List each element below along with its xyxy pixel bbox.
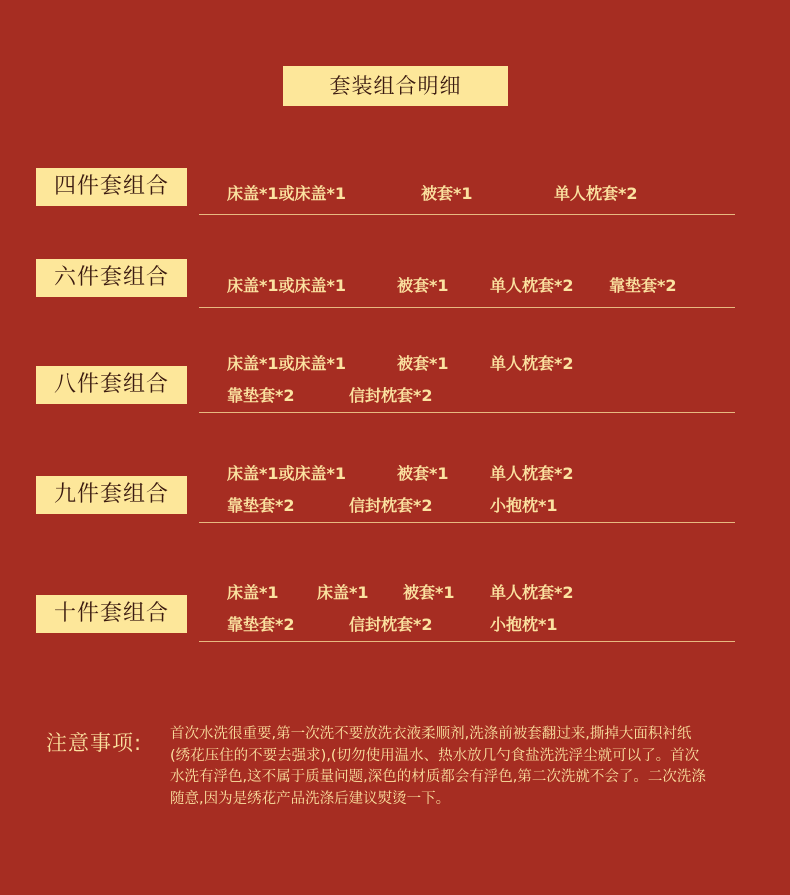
divider	[199, 641, 735, 642]
group-item: 床盖*1	[317, 583, 369, 602]
group-item: 靠垫套*2	[227, 615, 295, 634]
group-label-ten-piece: 十件套组合	[36, 595, 187, 633]
group-label-four-piece: 四件套组合	[36, 168, 187, 206]
group-item: 被套*1	[397, 354, 449, 373]
group-item: 被套*1	[421, 184, 473, 203]
group-item: 信封枕套*2	[349, 615, 433, 634]
notes-label: 注意事项:	[46, 731, 143, 755]
section-title: 套装组合明细	[283, 66, 508, 106]
group-item: 单人枕套*2	[554, 184, 638, 203]
group-label-nine-piece: 九件套组合	[36, 476, 187, 514]
group-item: 床盖*1或床盖*1	[227, 184, 347, 203]
divider	[199, 307, 735, 308]
divider	[199, 214, 735, 215]
group-item: 被套*1	[397, 464, 449, 483]
group-item: 单人枕套*2	[490, 354, 574, 373]
group-item: 被套*1	[397, 276, 449, 295]
group-item: 信封枕套*2	[349, 386, 433, 405]
group-label-six-piece: 六件套组合	[36, 259, 187, 297]
group-item: 靠垫套*2	[227, 496, 295, 515]
divider	[199, 412, 735, 413]
notes-text: 首次水洗很重要,第一次洗不要放洗衣液柔顺剂,洗涤前被套翻过来,撕掉大面积衬纸(绣花压住的不要去强求),(切勿使用温水、热水放几勺食盐洗洗浮尘就可以了。首次水洗有浮色,这不属于质量问题,深色的材质都会有浮色,第二次洗就不会了。二次洗涤随意,因为是绣花产品洗涤后建议熨烫一下。	[170, 726, 706, 807]
group-item: 床盖*1	[227, 583, 279, 602]
group-item: 床盖*1或床盖*1	[227, 464, 347, 483]
divider	[199, 522, 735, 523]
group-item: 信封枕套*2	[349, 496, 433, 515]
group-item: 单人枕套*2	[490, 464, 574, 483]
group-item: 靠垫套*2	[609, 276, 677, 295]
group-item: 床盖*1或床盖*1	[227, 276, 347, 295]
group-item: 被套*1	[403, 583, 455, 602]
group-item: 单人枕套*2	[490, 276, 574, 295]
group-item: 床盖*1或床盖*1	[227, 354, 347, 373]
group-label-eight-piece: 八件套组合	[36, 366, 187, 404]
group-item: 单人枕套*2	[490, 583, 574, 602]
group-item: 小抱枕*1	[490, 496, 558, 515]
group-item: 靠垫套*2	[227, 386, 295, 405]
group-item: 小抱枕*1	[490, 615, 558, 634]
